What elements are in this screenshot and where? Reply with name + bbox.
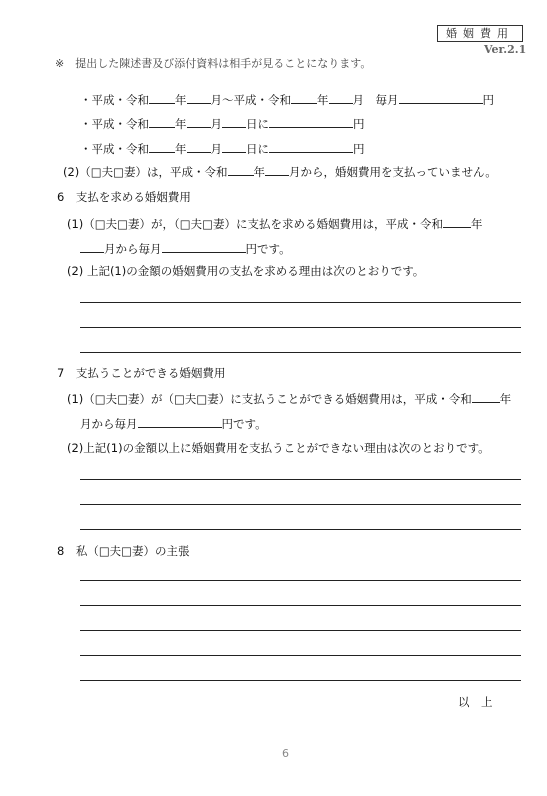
writing-line[interactable] bbox=[80, 580, 521, 581]
blank-month[interactable] bbox=[187, 140, 211, 153]
blank-year[interactable] bbox=[149, 140, 175, 153]
section-7-item-2: (2)上記(1)の金額以上に婚姻費用を支払うことができない理由は次のとおりです。 bbox=[67, 441, 490, 455]
blank-amount[interactable] bbox=[269, 115, 353, 128]
blank-year[interactable] bbox=[472, 390, 500, 403]
blank-year[interactable] bbox=[149, 91, 175, 104]
unpaid-statement: (2)（□夫□妻）は，平成・令和 年 月から，婚姻費用を支払っていません。 bbox=[63, 165, 497, 179]
notice-text: ※ 提出した陳述書及び添付資料は相手が見ることになります。 bbox=[55, 57, 372, 70]
version-label: Ver.2.1 bbox=[484, 43, 527, 56]
blank-month[interactable] bbox=[187, 115, 211, 128]
payment-line-2: ・平成・令和 年 月 日に 円 bbox=[80, 117, 365, 131]
section-7-title: 7 支払うことができる婚姻費用 bbox=[57, 366, 226, 380]
writing-line[interactable] bbox=[80, 504, 521, 505]
writing-line[interactable] bbox=[80, 327, 521, 328]
document-type-label: 婚姻費用 bbox=[437, 25, 523, 42]
payment-line-1: ・平成・令和 年 月～平成・令和 年 月 毎月 円 bbox=[80, 93, 494, 107]
blank-day[interactable] bbox=[222, 140, 246, 153]
blank-year[interactable] bbox=[443, 215, 471, 228]
writing-line[interactable] bbox=[80, 680, 521, 681]
writing-line[interactable] bbox=[80, 479, 521, 480]
writing-line[interactable] bbox=[80, 302, 521, 303]
writing-line[interactable] bbox=[80, 352, 521, 353]
writing-line[interactable] bbox=[80, 605, 521, 606]
blank-amount[interactable] bbox=[138, 415, 222, 428]
section-7-item-1: (1)（□夫□妻）が（□夫□妻）に支払うことができる婚姻費用は，平成・令和 年 bbox=[67, 392, 512, 406]
blank-month[interactable] bbox=[265, 163, 289, 176]
blank-month[interactable] bbox=[329, 91, 353, 104]
writing-line[interactable] bbox=[80, 630, 521, 631]
section-6-item-1: (1)（□夫□妻）が，（□夫□妻）に支払を求める婚姻費用は，平成・令和 年 bbox=[67, 217, 483, 231]
section-7-item-1-cont: 月から毎月 円です。 bbox=[80, 417, 267, 431]
writing-line[interactable] bbox=[80, 655, 521, 656]
blank-year[interactable] bbox=[149, 115, 175, 128]
blank-amount[interactable] bbox=[399, 91, 483, 104]
blank-year[interactable] bbox=[228, 163, 254, 176]
blank-month[interactable] bbox=[80, 240, 104, 253]
blank-amount[interactable] bbox=[269, 140, 353, 153]
section-6-title: 6 支払を求める婚姻費用 bbox=[57, 190, 191, 204]
section-6-item-2: (2) 上記(1)の金額の婚姻費用の支払を求める理由は次のとおりです。 bbox=[67, 264, 425, 278]
blank-year[interactable] bbox=[291, 91, 317, 104]
blank-month[interactable] bbox=[187, 91, 211, 104]
payment-line-3: ・平成・令和 年 月 日に 円 bbox=[80, 142, 365, 156]
closing-text: 以 上 bbox=[458, 695, 493, 709]
section-6-item-1-cont: 月から毎月 円です。 bbox=[80, 240, 291, 256]
section-8-title: 8 私（□夫□妻）の主張 bbox=[57, 544, 190, 558]
writing-line[interactable] bbox=[80, 529, 521, 530]
page-number: 6 bbox=[282, 747, 289, 760]
blank-amount[interactable] bbox=[162, 240, 246, 253]
blank-day[interactable] bbox=[222, 115, 246, 128]
